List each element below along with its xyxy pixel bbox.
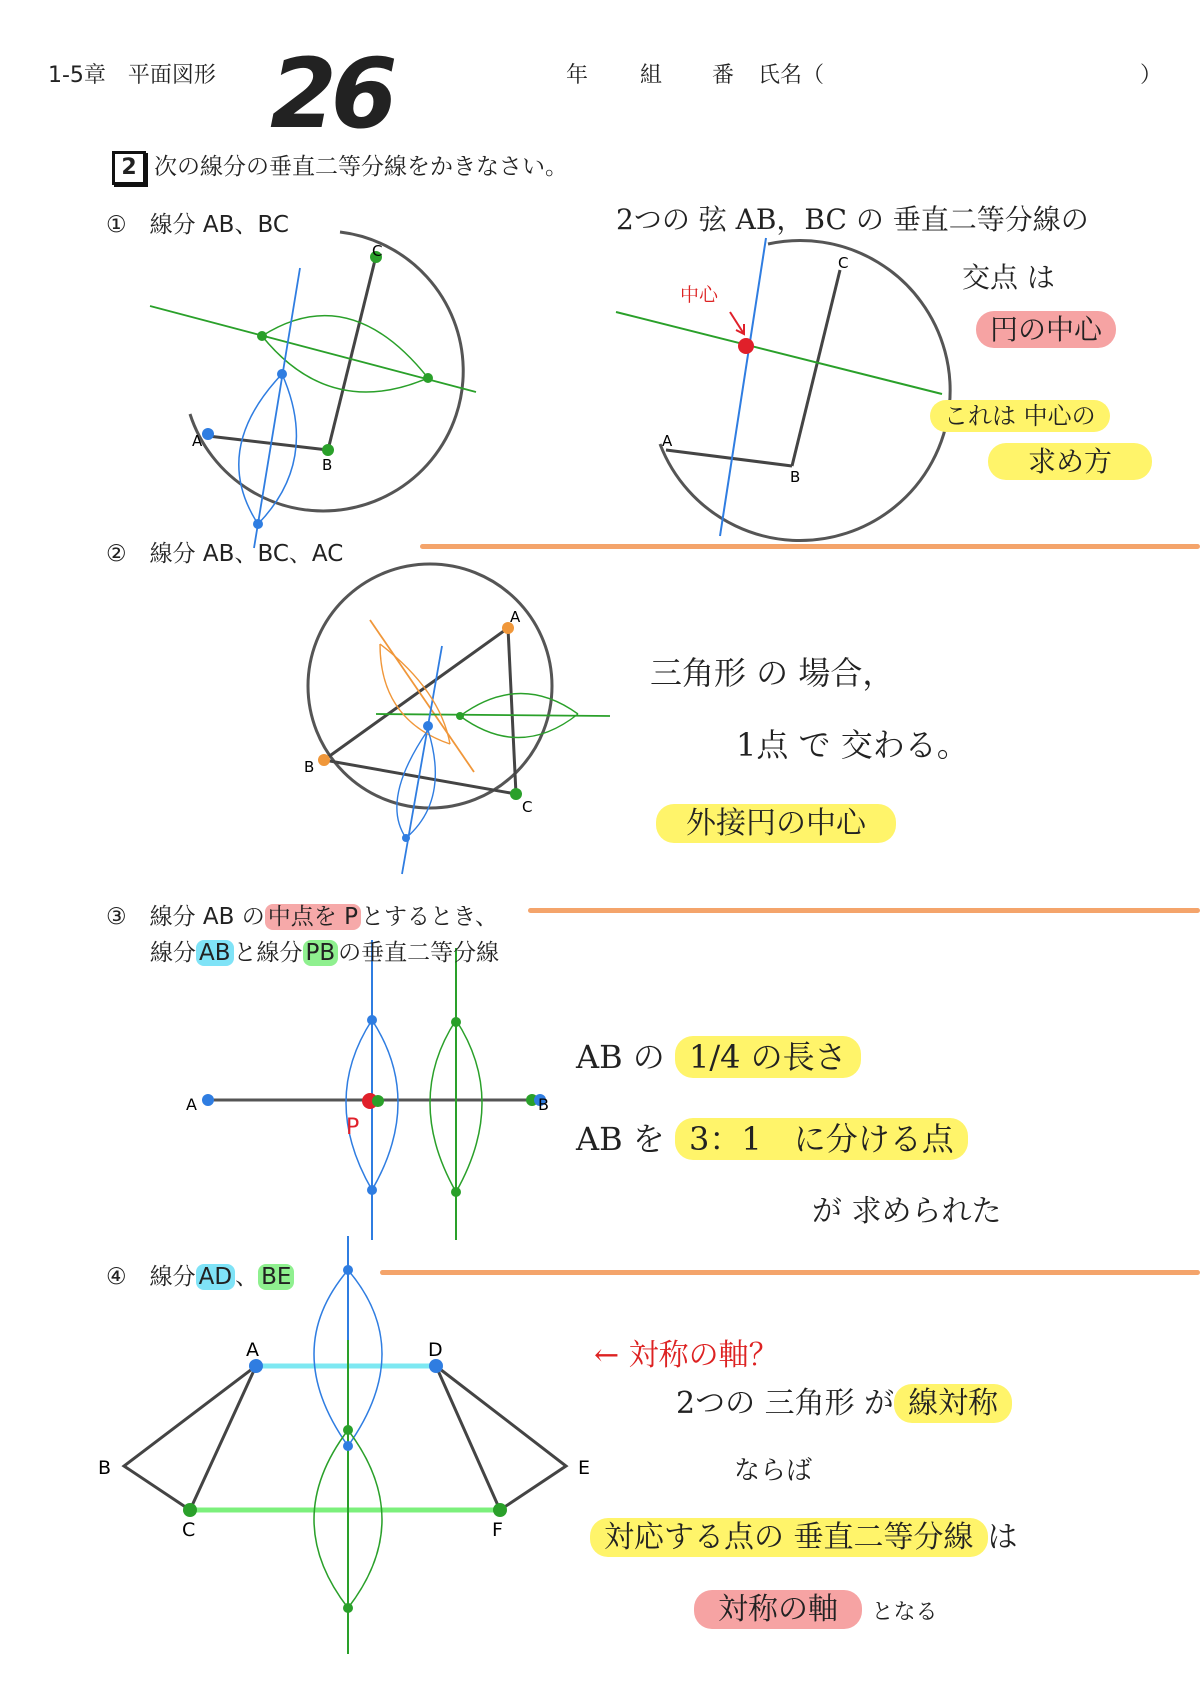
q2-note-line2: 1点 で 交わる。 <box>736 726 969 764</box>
q1-label: ① 線分 AB、BC <box>106 212 289 238</box>
q2-note-line1: 三角形 の 場合， <box>650 654 895 692</box>
q4-note-line3: 対応する点の 垂直二等分線 は <box>590 1512 1018 1556</box>
q1-note-highlight-method: これは 中心の <box>930 396 1110 431</box>
q4-divider <box>380 1270 1200 1275</box>
instruction-text: 次の線分の垂直二等分線をかきなさい。 <box>154 154 568 180</box>
q2-figure <box>304 564 610 874</box>
q4-label-f: F <box>492 1519 503 1541</box>
q3-midpoint-highlight: 中点を P <box>265 904 361 930</box>
q1-center-label: 中心 <box>680 284 719 306</box>
q1-right-blue-bisector <box>720 238 766 536</box>
class-label: 組 <box>640 63 663 88</box>
q1-left-label-a: A <box>192 432 203 450</box>
q4-note-line2: ならば <box>734 1456 813 1486</box>
q1-left-chord-bc <box>328 256 376 450</box>
q1-center-point <box>738 338 754 354</box>
q1-note-line2: 交点 は <box>962 261 1055 294</box>
q3-pb-highlight: PB <box>303 940 339 966</box>
q4-triangle-def <box>436 1366 566 1510</box>
q2-note-highlight: 外接円の中心 <box>656 798 896 842</box>
name-close: ） <box>1140 63 1163 88</box>
q3-label: ③ 線分 AB の 中点を P とするとき、 <box>106 904 499 930</box>
q4-label-d: D <box>428 1339 443 1361</box>
seat-label: 番 <box>712 63 735 88</box>
q4-be-highlight: BE <box>258 1264 294 1290</box>
q2-label-a: A <box>510 608 521 626</box>
q4-ad-highlight: AD <box>196 1264 235 1290</box>
q3-note-line3: が 求められた <box>812 1194 1002 1229</box>
q4-label-c: C <box>182 1519 196 1541</box>
q3-label-b: B <box>538 1095 549 1114</box>
q4-figure <box>98 1236 590 1654</box>
year-label: 年 <box>566 63 589 88</box>
q3-figure <box>186 940 549 1240</box>
q4-label: ④ 線分 AD 、 BE <box>106 1258 294 1291</box>
q4-label-e: E <box>578 1457 591 1479</box>
q4-note-line4: 対称の軸 となる <box>694 1584 938 1628</box>
q2-label-b: B <box>304 758 315 776</box>
q1-left-chord-ab <box>208 436 328 450</box>
q4-note-line1: 2つの 三角形 が 線対称 <box>676 1378 1012 1422</box>
problem-number-badge: 2 <box>112 151 146 185</box>
q2-label: ② 線分 AB、BC、AC <box>106 541 344 567</box>
q1-left-label-b: B <box>322 456 333 474</box>
q1-note-line1: 2つの 弦 AB，BC の 垂直二等分線の <box>616 203 1089 236</box>
q1-right-label-a: A <box>662 432 673 450</box>
q4-label-b: B <box>98 1457 112 1479</box>
q1-note-highlight-center: 円の中心 <box>976 308 1116 348</box>
q3-label-line2: 線分 AB と線分 PB の垂直二等分線 <box>150 940 500 966</box>
q3-ab-highlight: AB <box>196 940 234 966</box>
q1-right-label-c: C <box>838 254 849 272</box>
q4-label-a: A <box>246 1339 259 1361</box>
q1-right-figure <box>616 238 950 541</box>
q3-label-a: A <box>186 1095 197 1114</box>
q1-left-figure <box>150 232 476 548</box>
q1-note-highlight-method2: 求め方 <box>988 440 1152 480</box>
q2-label-c: C <box>522 798 533 816</box>
q1-right-green-bisector <box>616 312 942 394</box>
q3-note-line2: AB を 3：1 に分ける点 <box>576 1114 968 1160</box>
q3-divider <box>528 908 1200 913</box>
q3-label-p: P <box>346 1115 360 1140</box>
q1-right-label-b: B <box>790 468 801 486</box>
worksheet-number: 26 <box>270 38 392 150</box>
q4-arrow-note: ← 対称の軸？ <box>594 1338 779 1373</box>
name-label: 氏名（ <box>758 63 825 88</box>
chapter-title: 1-5章 平面図形 <box>48 63 216 88</box>
q2-divider <box>420 544 1200 549</box>
q4-triangle-abc <box>124 1366 256 1510</box>
q3-note-line1: AB の 1/4 の長さ <box>576 1032 861 1078</box>
q1-left-label-c: C <box>372 242 383 260</box>
